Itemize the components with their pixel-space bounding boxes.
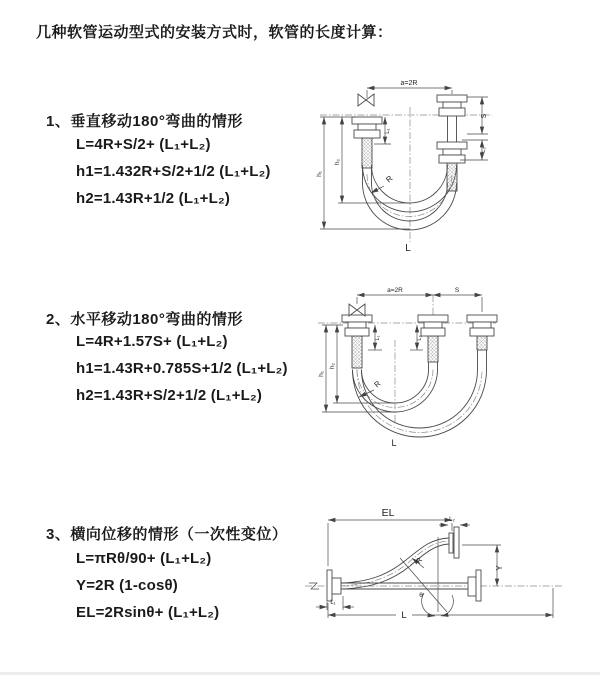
section3-heading: 3、横向位移的情形（一次性变位） (46, 526, 288, 543)
label-theta: θ (419, 592, 423, 599)
label-l2: L₂ (417, 335, 423, 341)
flange-fixed-end (352, 117, 382, 138)
label-l2: L₂ (449, 517, 455, 523)
diagram-lateral-displacement (300, 500, 600, 650)
braid-left (352, 336, 362, 368)
label-l: L (391, 438, 397, 448)
label-h1: h₁ (316, 171, 323, 177)
section3-formula-l: L=πRθ/90+ (L₁+L₂) (76, 550, 212, 567)
label-y: Y (495, 565, 504, 571)
label-el: EL (381, 507, 395, 519)
label-r: R (372, 378, 383, 390)
radius-leader (371, 186, 384, 193)
label-l: L (405, 243, 411, 254)
section1-formula-h2: h2=1.43R+1/2 (L₁+L₂) (76, 190, 231, 207)
hose-displaced (341, 538, 449, 589)
braid-right (477, 336, 487, 350)
label-h2: h₂ (334, 158, 341, 166)
dimension-h2 (333, 325, 395, 403)
section1-formula-h1: h1=1.432R+S/2+1/2 (L₁+L₂) (76, 163, 271, 180)
label-r: R (384, 173, 395, 185)
angle-construction (400, 537, 453, 616)
flange-fixed-end (342, 315, 372, 336)
flange-left (327, 570, 341, 601)
label-l: L (401, 610, 407, 621)
section3-formula-el: EL=2Rsinθ+ (L₁+L₂) (76, 604, 220, 621)
section2-heading: 2、水平移动180°弯曲的情形 (46, 311, 243, 328)
section2-formula-h1: h1=1.43R+0.785S+1/2 (L₁+L₂) (76, 360, 288, 377)
page-title: 几种软管运动型式的安装方式时，软管的长度计算： (36, 24, 393, 41)
centerlines (320, 107, 492, 242)
section3-formula-y: Y=2R (1-cosθ) (76, 577, 178, 594)
section2-formula-h2: h2=1.43R+S/2+1/2 (L₁+L₂) (76, 387, 263, 404)
label-s: S (454, 287, 460, 294)
section1-heading: 1、垂直移动180°弯曲的情形 (46, 113, 243, 130)
braid-right (447, 163, 457, 191)
braid-left (362, 138, 372, 168)
diagram-vertical-180-bend (312, 74, 597, 259)
flange-moving-pos2 (467, 315, 497, 336)
label-h1: h₁ (318, 371, 325, 377)
dimension-el (328, 520, 452, 566)
label-a2r: a=2R (400, 80, 418, 87)
label-l1: L₁ (330, 600, 336, 606)
label-l1: L₁ (375, 335, 381, 341)
label-h2: h₂ (329, 362, 336, 370)
centerlines (305, 541, 562, 586)
label-l2: L₂ (481, 147, 487, 153)
dimension-a2r (357, 295, 482, 312)
label-r: R (413, 555, 425, 566)
flange-moving-pos1 (418, 315, 448, 336)
diagram-horizontal-180-bend (310, 282, 600, 460)
label-l1: L₁ (385, 128, 391, 134)
section2-formula-l: L=4R+1.57S+ (L₁+L₂) (76, 333, 228, 350)
valve-icon (358, 94, 374, 106)
label-s: S (481, 113, 488, 119)
braid-middle (428, 336, 438, 362)
flange-right (468, 570, 481, 601)
flange-moving-upper (437, 95, 467, 116)
valve-icon (349, 304, 365, 316)
dimension-l (328, 588, 553, 618)
label-a2r: a=2R (387, 287, 403, 294)
flange-displaced (449, 527, 459, 558)
section1-formula-l: L=4R+S/2+ (L₁+L₂) (76, 136, 211, 153)
hose-body (352, 336, 487, 437)
